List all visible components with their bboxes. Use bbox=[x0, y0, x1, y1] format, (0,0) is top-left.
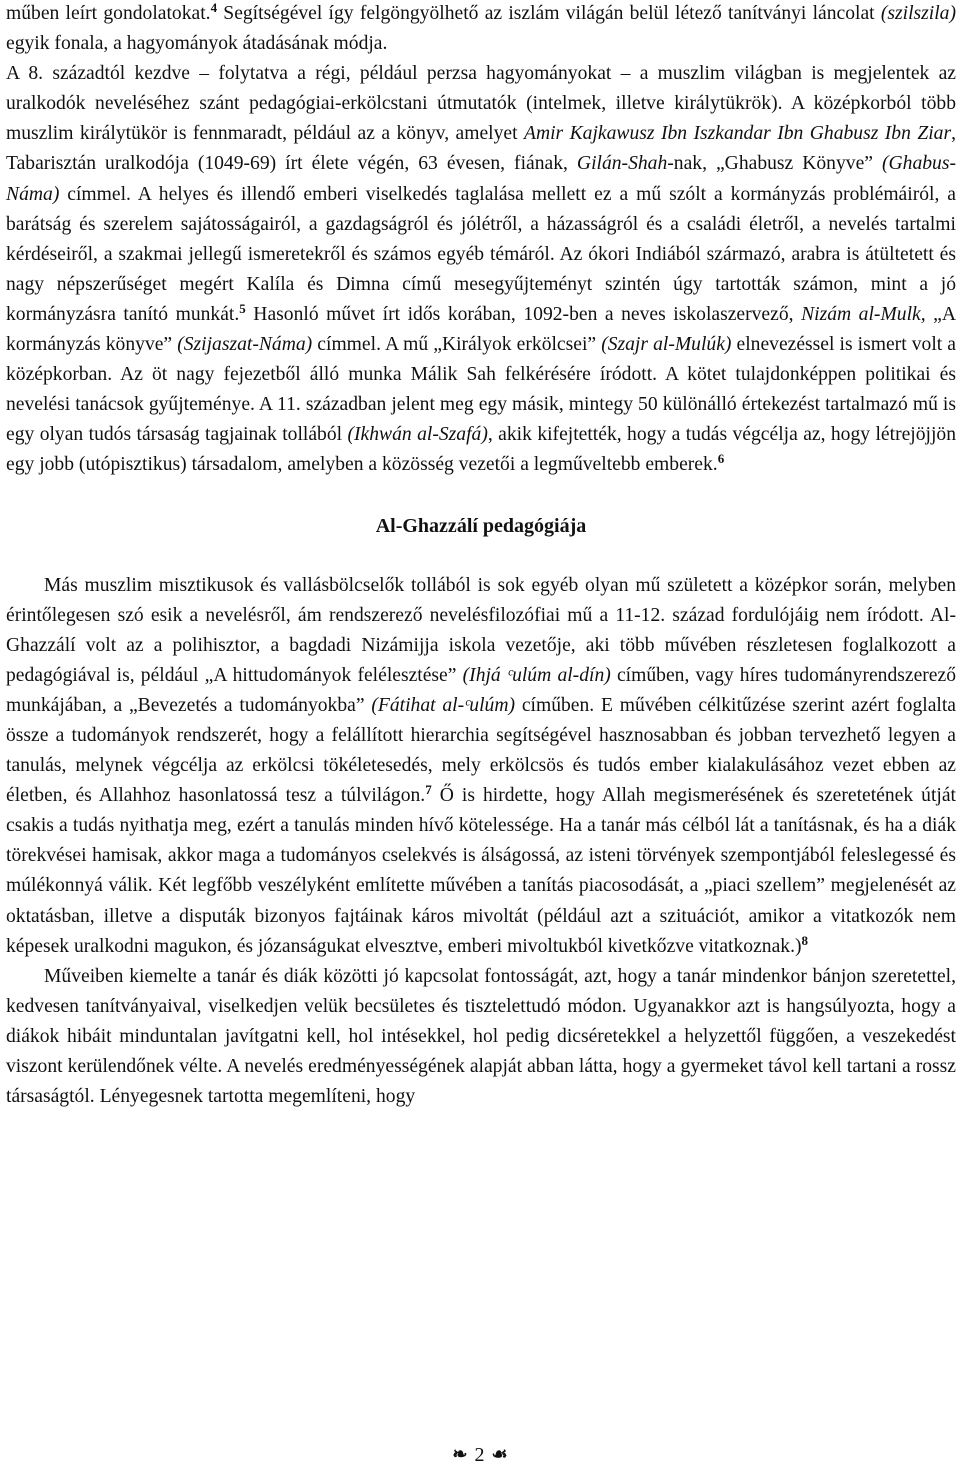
text-run: -nak, „Ghabusz Könyve” bbox=[667, 153, 882, 175]
italic-term: (szilszila) bbox=[880, 3, 956, 24]
text-run: Műveiben kiemelte a tanár és diák közötti jó kapcsolat fontosságát, azt, hogy a tanár mindenkor bánjon szeretettel, kedvesen tanítványaival, viselkedjen velük becsületes és tisztelettudó módon. Ugyanakkor azt is hangsúlyozta, hogy a diákok hibáit minduntalan javítgatni kell, hol intésekkel, hol pedig dicséretekkel a helyzettől függően, a veszekedést viszont kerülendőnek vélte. A nevelés eredményességének alapját abban látta, hogy a gyermeket távol kell tartani a rossz társaságtól. Lényegesnek tartotta megemlíteni, hogy bbox=[6, 965, 956, 1108]
text-run: Segítségével így felgöngyölhető az iszlám világán belül létező tanítványi láncolat bbox=[217, 3, 881, 24]
text-run: műben leírt gondolatokat. bbox=[6, 3, 211, 24]
footnote-marker: 4 bbox=[210, 0, 218, 15]
text-run: , Tabarisztán uralkodója (1049-69) írt élete végén, 63 évesen, fiának, bbox=[6, 123, 956, 175]
text-run: , akik kifejtették, hogy a tudás végcélja az, hogy létrejöjjön egy jobb (utópisztikus) társadalom, amelyben a közösség vezetői a legműveltebb emberek. bbox=[6, 424, 957, 476]
text-run: egyik fonala, a hagyományok átadásának módja. bbox=[6, 33, 388, 55]
paragraph-3 bbox=[6, 571, 956, 962]
footnote-marker: 5 bbox=[239, 300, 246, 316]
paragraph-1 bbox=[6, 0, 956, 59]
text-run: címűben. E művében célkitűzése szerint azért foglalta össze a tudományok rendszerét, hogy a felállított hierarchia segítségével hasznosabban és jobban tervezhető legyen a tanulás, melynek végcélja az erkölcsi tökéletesedés, mely erkölcsös és tudós ember kialakulásához vezet ebben az életben, és Allahhoz hasonlatossá tesz a túlvilágon. bbox=[6, 694, 956, 807]
document-page bbox=[6, 0, 956, 1112]
italic-term: (Ihjá ᶜulúm al-dín) bbox=[462, 664, 611, 686]
ornament-left-icon: ❧ bbox=[452, 1444, 468, 1464]
italic-term: (Szajr al-Mulúk) bbox=[601, 334, 732, 356]
ornament-right-icon: ☙ bbox=[491, 1444, 508, 1464]
text-run: címűben, vagy híres tudományrendszerező munkájában, a „Bevezetés a tudományokba” bbox=[6, 664, 956, 716]
paragraph-4 bbox=[6, 962, 956, 1112]
footnote-marker: 7 bbox=[425, 782, 432, 798]
text-run: címmel. A helyes és illendő emberi viselkedés taglalása mellett ez a mű szólt a kormányzás problémáiról, a barátság és szerelem sajátosságairól, a gazdagságról és jólétről, a házasságról és a családi életről, a nevelés tartalmi kérdéseiről, a szakmai jellegű ismeretekről és számos egyéb témáról. Az ókori Indiából származó, arabra is átültetett és nagy népszerűséget megért Kalíla és Dimna című mesegyűjteményt szintén úgy tartották számon, mint a jó kormányzásra tanító munkát. bbox=[6, 183, 956, 325]
footnote-marker: 8 bbox=[801, 932, 808, 948]
text-run: „A kormányzás könyve” bbox=[6, 303, 956, 356]
section-heading: Al-Ghazzálí pedagógiája bbox=[375, 514, 587, 537]
page-footer bbox=[0, 1441, 960, 1468]
text-run: Más muszlim misztikusok és vallásbölcselők tollából is sok egyéb olyan mű született a középkor során, melyben érintőlegesen szó esik a nevelésről, ám rendszerező nevelésfilozófiai mű a 11-12. század fordulójáig nem íródott. Al-Ghazzálí volt az a polihisztor, a bagdadi Nizámijja iskola vezetője, aki több művében részletesen foglalkozott a pedagógiával is, például „A hittudományok felélesztése” bbox=[6, 574, 956, 686]
footnote-marker: 6 bbox=[717, 451, 725, 467]
text-run: A 8. századtól kezdve – folytatva a régi, például perzsa hagyományokat – a muszlim világban is megjelentek az uralkodók neveléséhez szánt pedagógiai-erkölcstani útmutatók (intelmek, illetve királytükrök). A középkorból több muszlim királytükör is fennmaradt, például az a könyv, amelyet bbox=[6, 63, 956, 145]
italic-term: (Fátihat al-ᶜulúm) bbox=[371, 694, 516, 716]
text-run: Hasonló művet írt idős korában, 1092-ben a neves iskolaszervező, bbox=[245, 303, 802, 325]
italic-term: (Ikhwán al-Szafá) bbox=[347, 424, 488, 446]
text-run: elnevezéssel is ismert volt a középkorban. Az öt nagy fejezetből álló munka Málik Sah felkérésére íródott. A kötet tulajdonképpen politikai és nevelési tanácsok gyűjteménye. A 11. században jelent meg egy másik, mintegy 50 különálló értekezést tartalmazó mű is egy olyan tudós társaság tagjainak tollából bbox=[6, 334, 956, 446]
italic-term: Gilán-Shah bbox=[576, 153, 668, 175]
italic-term: Amir Kajkawusz Ibn Iszkandar Ibn Ghabusz Ibn Ziar bbox=[523, 123, 952, 145]
italic-term: Nizám al-Mulk, bbox=[801, 303, 926, 325]
text-run: Ő is hirdette, hogy Allah megismerésének és szeretetének útját csakis a tudás nyithatja meg, ezért a tanulás minden hívő kötelessége. Ha a tanár más célból lát a tanításnak, és ha a diák törekvései hamisak, akkor maga a tudományos cselekvés is álságossá, az isteni törvények szempontjából feleslegessé és múlékonnyá válik. Két legfőbb veszélyként említette művében a tanítás piacosodását, a „piaci szellem” megjelenését az oktatásban, illetve a disputák bizonyos fajtáinak káros mivoltát (például azt a szituációt, amikor a vitatkozók nem képesek uralkodni magukon, és józanságukat elvesztve, emberi mivoltukból kivetkőzve vitatkoznak.) bbox=[6, 785, 956, 957]
paragraph-2 bbox=[6, 59, 956, 480]
italic-term: (Ghabus-Náma) bbox=[6, 153, 956, 205]
italic-term: (Szijaszat-Náma) bbox=[177, 334, 313, 356]
text-run: címmel. A mű „Királyok erkölcsei” bbox=[312, 334, 602, 356]
page-number: 2 bbox=[474, 1444, 485, 1466]
